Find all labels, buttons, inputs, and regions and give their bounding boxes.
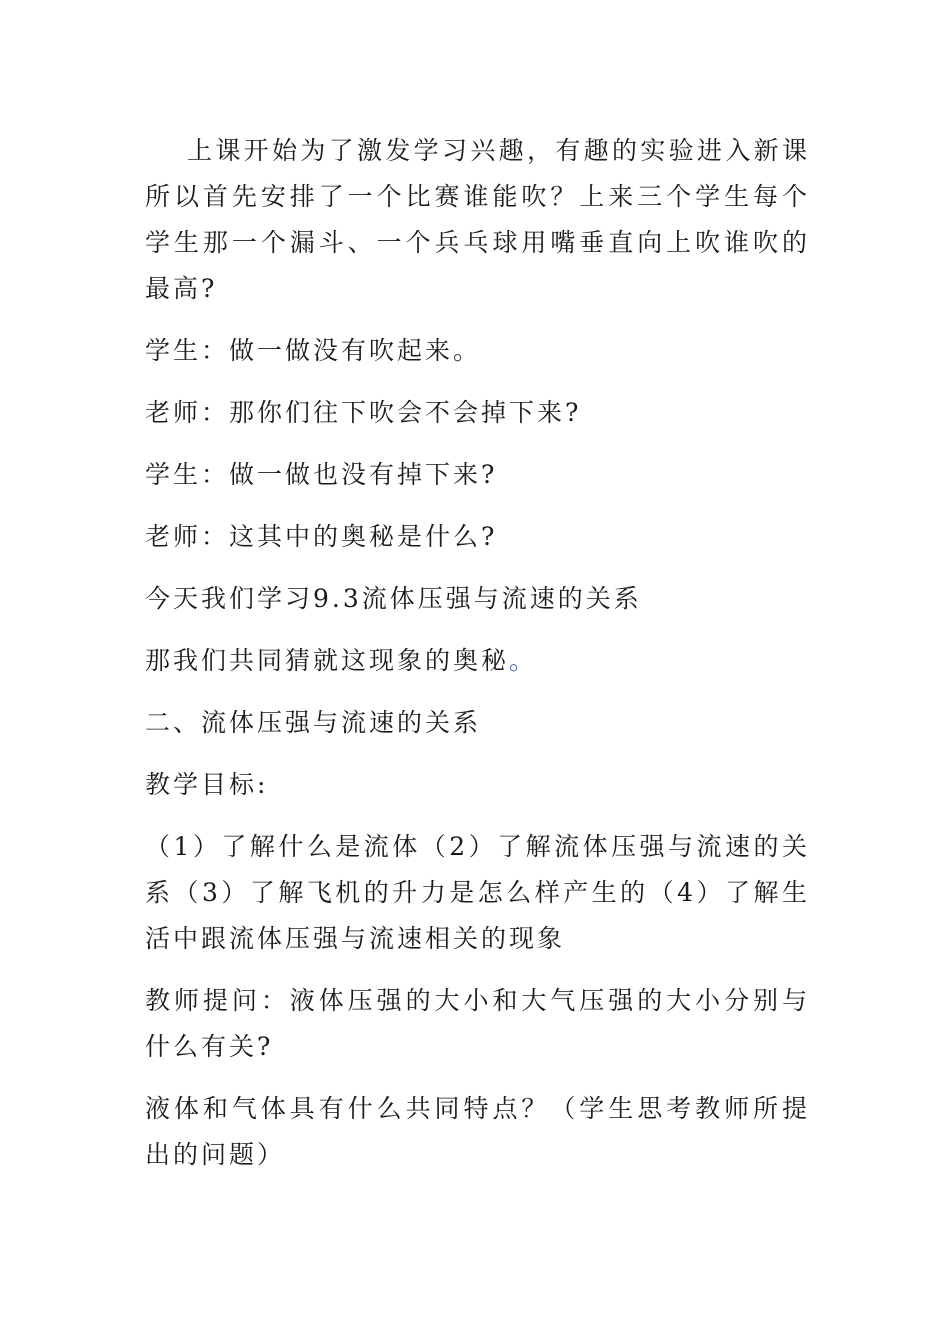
teacher-question: 教师提问：液体压强的大小和大气压强的大小分别与什么有关? bbox=[145, 986, 810, 1061]
guess-line bbox=[145, 638, 810, 684]
objectives-label: 教学目标: bbox=[145, 770, 269, 799]
intro-paragraph: 上课开始为了激发学习兴趣，有趣的实验进入新课所以首先安排了一个比赛谁能吹？上来三个学生每个学生那一个漏斗、一个兵乓球用嘴垂直向上吹谁吹的最高? bbox=[145, 136, 810, 303]
lesson-topic-line: 今天我们学习9.3流体压强与流速的关系 bbox=[145, 584, 642, 613]
guess-line-text: 那我们共同猜就这现象的奥秘 bbox=[145, 646, 510, 675]
section-heading: 二、流体压强与流速的关系 bbox=[145, 708, 482, 737]
teacher-line-2: 老师：这其中的奥秘是什么? bbox=[145, 522, 498, 551]
teacher-line-1: 老师：那你们往下吹会不会掉下来? bbox=[145, 398, 582, 427]
objectives-list: （1）了解什么是流体（2）了解流体压强与流速的关系（3）了解飞机的升力是怎么样产生的（4）了解生活中跟流体压强与流速相关的现象 bbox=[145, 832, 810, 953]
student-line-2: 学生：做一做也没有掉下来? bbox=[145, 460, 498, 489]
common-features-question: 液体和气体具有什么共同特点？（学生思考教师所提出的问题） bbox=[145, 1094, 810, 1169]
document-page bbox=[145, 128, 810, 1178]
guess-line-period: 。 bbox=[509, 646, 538, 675]
student-line-1: 学生：做一做没有吹起来。 bbox=[145, 336, 482, 365]
